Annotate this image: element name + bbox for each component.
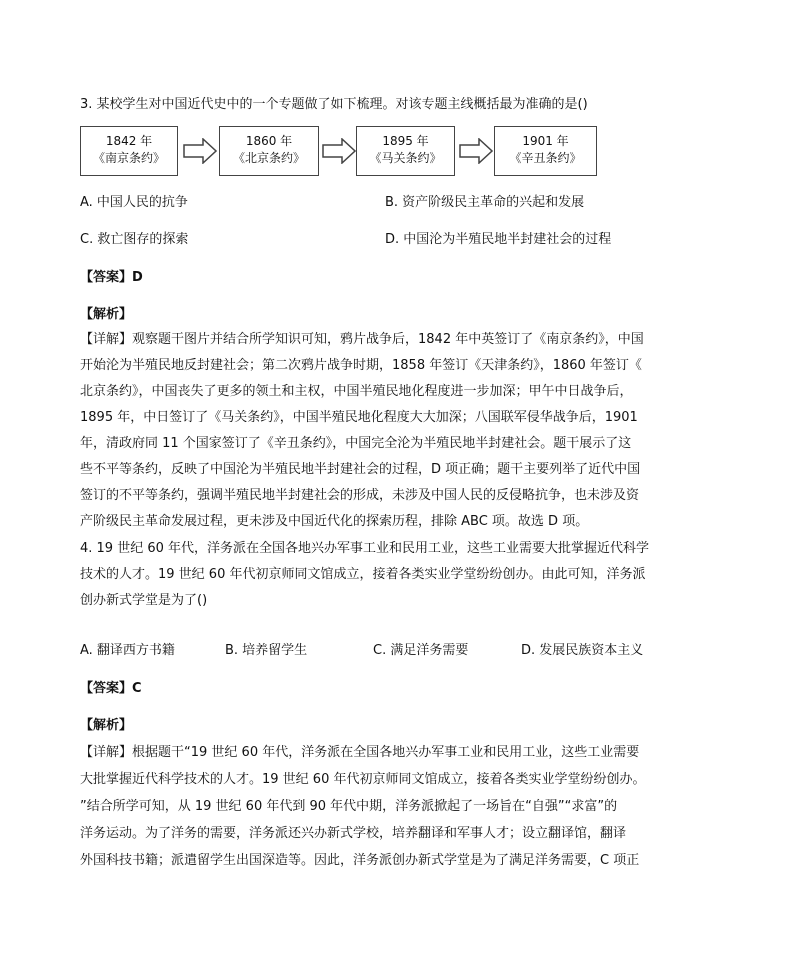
q4-option-c: C. 满足洋务需要: [373, 643, 469, 658]
q3-option-a: A. 中国人民的抗争: [80, 195, 188, 210]
treaty-flow-diagram: [80, 126, 600, 178]
q3-analysis-line: 【详解】观察题干图片并结合所学知识可知，鸦片战争后，1842 年中英签订了《南京条约》，中国: [80, 332, 644, 347]
q4-stem-line: 技术的人才。19 世纪 60 年代初京师同文馆成立，接着各类实业学堂纷纷创办。由此可知，洋务派: [80, 567, 646, 582]
flow-box-3-year: 1895 年: [382, 134, 429, 148]
flow-box-4-treaty: 《辛丑条约》: [509, 151, 582, 165]
q4-analysis-line: 大批掌握近代科学技术的人才。19 世纪 60 年代初京师同文馆成立，接着各类实业学堂纷纷创办。: [80, 772, 646, 787]
flow-box-1: [80, 126, 178, 176]
flow-arrow-3-icon: [459, 138, 493, 164]
q3-stem: 3. 某校学生对中国近代史中的一个专题做了如下梳理。对该专题主线概括最为准确的是(): [80, 97, 588, 112]
q4-stem-line: 创办新式学堂是为了(): [80, 593, 208, 608]
flow-box-2-treaty: 《北京条约》: [232, 151, 305, 165]
q3-answer: 【答案】D: [80, 270, 143, 285]
q3-analysis-line: 签订的不平等条约，强调半殖民地半封建社会的形成，未涉及中国人民的反侵略抗争，也未涉及资: [80, 488, 640, 503]
q4-analysis-line: 【详解】根据题干“19 世纪 60 年代，洋务派在全国各地兴办军事工业和民用工业，这些工业需要: [80, 745, 640, 760]
flow-box-2: [219, 126, 319, 176]
q3-analysis-line: 开始沦为半殖民地反封建社会；第二次鸦片战争时期，1858 年签订《天津条约》，1860 年签订《: [80, 358, 642, 373]
flow-box-1-treaty: 《南京条约》: [92, 151, 165, 165]
flow-box-4-year: 1901 年: [522, 134, 569, 148]
q3-analysis-line: 1895 年，中日签订了《马关条约》，中国半殖民地化程度大大加深；八国联军侵华战争后，1901: [80, 410, 638, 425]
q4-analysis-line: 洋务运动。为了洋务的需要，洋务派还兴办新式学校，培养翻译和军事人才；设立翻译馆，翻译: [80, 826, 627, 841]
q3-analysis-line: 年，清政府同 11 个国家签订了《辛丑条约》，中国完全沦为半殖民地半封建社会。题干展示了这: [80, 436, 632, 451]
q3-option-d: D. 中国沦为半殖民地半封建社会的过程: [385, 232, 612, 247]
flow-box-3: [356, 126, 455, 176]
flow-box-3-treaty: 《马关条约》: [369, 151, 442, 165]
q4-stem-line: 4. 19 世纪 60 年代，洋务派在全国各地兴办军事工业和民用工业，这些工业需要大批掌握近代科学: [80, 541, 650, 556]
q4-analysis-line: ”结合所学可知，从 19 世纪 60 年代到 90 年代中期，洋务派掀起了一场旨在“自强”“求富”的: [80, 799, 618, 814]
q4-option-b: B. 培养留学生: [225, 643, 308, 658]
q4-analysis-line: 外国科技书籍；派遣留学生出国深造等。因此，洋务派创办新式学堂是为了满足洋务需要，C 项正: [80, 853, 640, 868]
flow-arrow-2-icon: [322, 138, 356, 164]
flow-box-1-year: 1842 年: [105, 134, 153, 148]
flow-box-4: [494, 126, 597, 176]
q4-analysis-title: 【解析】: [80, 718, 133, 733]
q3-option-b: B. 资产阶级民主革命的兴起和发展: [385, 195, 585, 210]
q3-analysis-line: 些不平等条约，反映了中国沦为半殖民地半封建社会的过程，D 项正确；题干主要列举了近代中国: [80, 462, 641, 477]
q4-answer: 【答案】C: [80, 681, 142, 696]
flow-box-2-year: 1860 年: [245, 134, 293, 148]
q4-option-a: A. 翻译西方书籍: [80, 643, 175, 658]
q3-analysis-line: 产阶级民主革命发展过程，更未涉及中国近代化的探索历程，排除 ABC 项。故选 D 项。: [80, 514, 589, 529]
q3-analysis-line: 北京条约》，中国丧失了更多的领土和主权，中国半殖民地化程度进一步加深；甲午中日战争后，: [80, 384, 633, 399]
q3-analysis-title: 【解析】: [80, 307, 133, 322]
q3-option-c: C. 救亡图存的探索: [80, 232, 189, 247]
flow-arrow-1-icon: [183, 138, 217, 164]
q4-option-d: D. 发展民族资本主义: [521, 643, 644, 658]
